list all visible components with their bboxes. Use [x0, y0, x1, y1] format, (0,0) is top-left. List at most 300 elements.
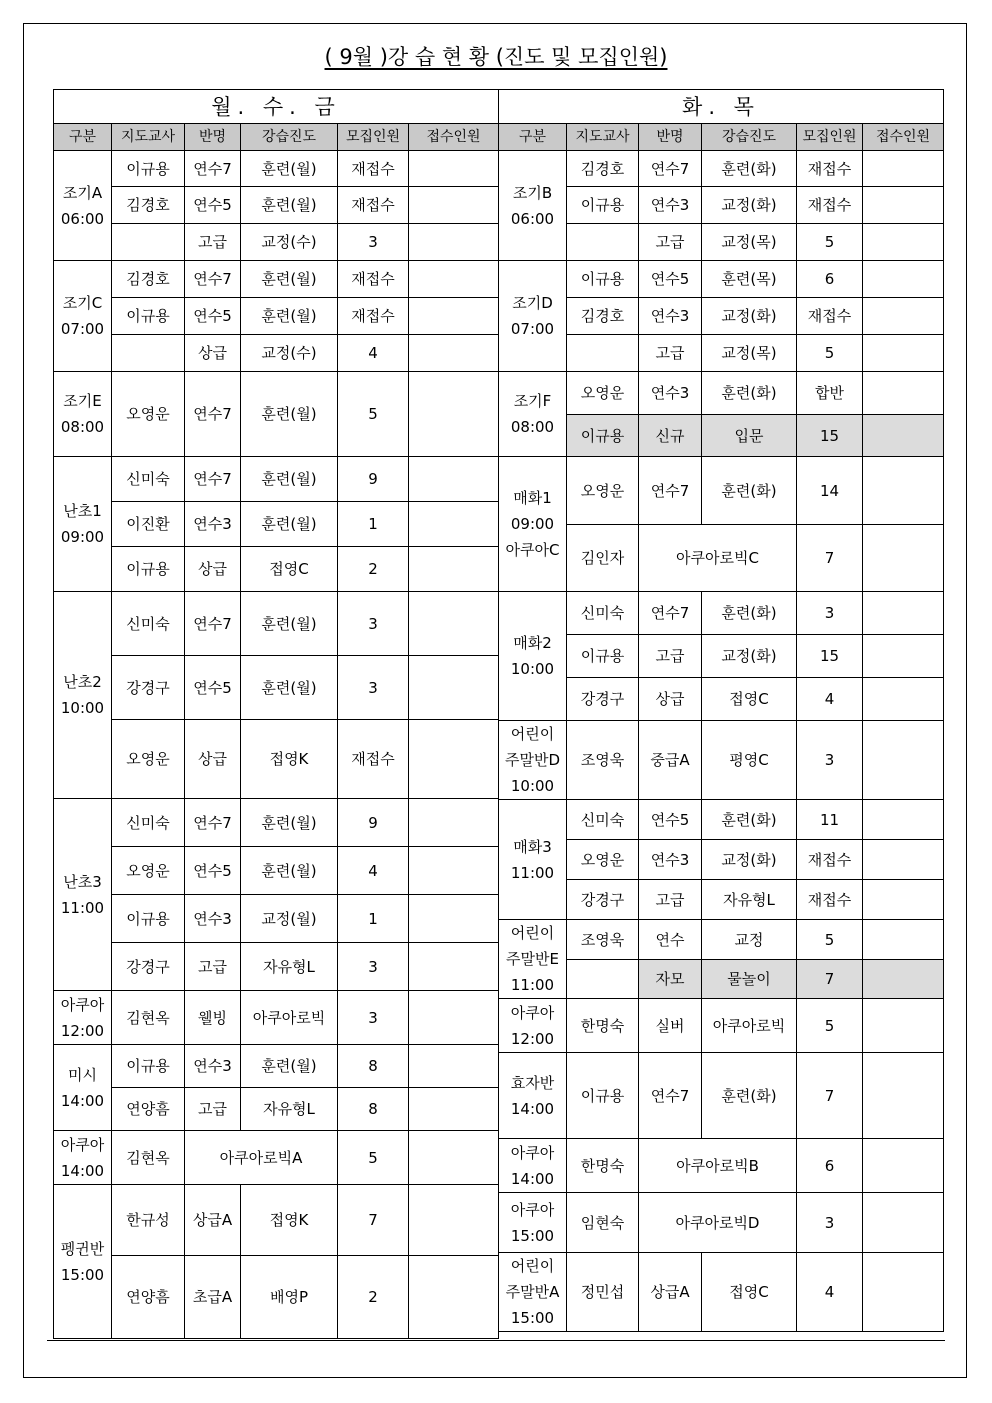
cell-recruit: 3	[797, 721, 863, 800]
day-label: 화. 목	[499, 90, 944, 124]
cell-progress: 물놀이	[702, 960, 797, 999]
cell-progress: 교정(화)	[702, 840, 797, 880]
cell-received	[409, 298, 499, 335]
cell-recruit: 9	[338, 457, 409, 502]
header-class: 반명	[639, 124, 702, 151]
cell-progress: 자유형L	[241, 943, 338, 991]
cell-class: 연수5	[185, 656, 241, 720]
cell-gubun: 매화3 11:00	[499, 800, 567, 920]
cell-gubun: 매화2 10:00	[499, 592, 567, 721]
table-row	[54, 656, 499, 720]
cell-class: 연수3	[639, 372, 702, 415]
table-row	[499, 1053, 944, 1139]
table-row	[54, 720, 499, 799]
cell-recruit: 재접수	[797, 298, 863, 335]
cell-teacher: 강경구	[112, 656, 185, 720]
cell-progress: 접영C	[702, 1253, 797, 1332]
cell-teacher: 한명숙	[567, 999, 639, 1053]
title-text: ( 9월 )강 습 현 황 (진도 및 모집인원)	[324, 45, 668, 69]
cell-teacher	[567, 335, 639, 372]
cell-class: 연수5	[185, 847, 241, 895]
table-row	[499, 457, 944, 525]
cell-teacher: 임현숙	[567, 1193, 639, 1253]
cell-teacher: 정민섭	[567, 1253, 639, 1332]
cell-class: 상급A	[639, 1253, 702, 1332]
table-row	[499, 1139, 944, 1193]
cell-teacher: 신미숙	[112, 457, 185, 502]
cell-class: 연수3	[639, 840, 702, 880]
cell-teacher: 김경호	[112, 187, 185, 224]
cell-gubun: 난초1 09:00	[54, 457, 112, 592]
table-row	[54, 151, 499, 187]
cell-class: 연수3	[639, 187, 702, 224]
cell-recruit: 재접수	[338, 298, 409, 335]
cell-recruit: 5	[338, 1131, 409, 1185]
cell-teacher: 이규용	[112, 547, 185, 592]
cell-teacher	[567, 224, 639, 261]
schedule-body-left	[54, 90, 499, 1339]
cell-received	[409, 1131, 499, 1185]
cell-recruit: 14	[797, 457, 863, 525]
cell-teacher: 오영운	[567, 372, 639, 415]
cell-class: 중급A	[639, 721, 702, 800]
cell-recruit: 5	[797, 920, 863, 960]
cell-teacher: 김인자	[567, 525, 639, 592]
cell-class: 상급	[639, 678, 702, 721]
cell-teacher: 이규용	[112, 151, 185, 187]
cell-teacher: 신미숙	[567, 800, 639, 840]
cell-class: 고급	[639, 635, 702, 678]
column-header-row	[54, 124, 499, 151]
cell-gubun: 난초2 10:00	[54, 592, 112, 799]
cell-progress: 훈련(화)	[702, 372, 797, 415]
cell-received	[409, 943, 499, 991]
cell-class: 고급	[185, 1088, 241, 1131]
cell-progress: 훈련(월)	[241, 847, 338, 895]
cell-progress: 교정(목)	[702, 335, 797, 372]
cell-merged: 아쿠아로빅B	[639, 1139, 797, 1193]
cell-progress: 훈련(월)	[241, 592, 338, 656]
cell-recruit: 11	[797, 800, 863, 840]
cell-progress: 아쿠아로빅	[702, 999, 797, 1053]
schedule-table-tue-thu	[498, 89, 944, 1332]
table-row	[54, 895, 499, 943]
page-title	[0, 42, 992, 72]
cell-class: 상급	[185, 335, 241, 372]
cell-class: 연수5	[185, 298, 241, 335]
cell-received	[863, 920, 944, 960]
cell-teacher	[567, 960, 639, 999]
cell-recruit: 재접수	[797, 187, 863, 224]
cell-teacher: 오영운	[112, 372, 185, 457]
bottom-rule	[47, 1340, 945, 1341]
cell-teacher: 김경호	[112, 261, 185, 298]
table-row	[54, 991, 499, 1045]
cell-teacher: 이규용	[112, 298, 185, 335]
cell-class: 연수3	[185, 502, 241, 547]
header-progress: 강습진도	[702, 124, 797, 151]
cell-teacher: 오영운	[112, 720, 185, 799]
cell-teacher: 이규용	[112, 895, 185, 943]
cell-received	[409, 457, 499, 502]
cell-received	[409, 895, 499, 943]
cell-received	[863, 592, 944, 635]
header-received: 접수인원	[863, 124, 944, 151]
cell-received	[863, 261, 944, 298]
cell-class: 상급	[185, 547, 241, 592]
cell-recruit: 재접수	[797, 840, 863, 880]
cell-recruit: 3	[338, 943, 409, 991]
table-row	[54, 261, 499, 298]
cell-received	[409, 151, 499, 187]
cell-class: 연수	[639, 920, 702, 960]
cell-class: 상급	[185, 720, 241, 799]
cell-teacher: 강경구	[567, 678, 639, 721]
cell-gubun: 조기B 06:00	[499, 151, 567, 261]
cell-teacher: 오영운	[567, 840, 639, 880]
cell-received	[863, 840, 944, 880]
cell-recruit: 5	[797, 335, 863, 372]
cell-received	[863, 800, 944, 840]
cell-recruit: 6	[797, 261, 863, 298]
cell-received	[409, 261, 499, 298]
cell-received	[863, 335, 944, 372]
cell-received	[409, 1045, 499, 1088]
cell-progress: 훈련(화)	[702, 1053, 797, 1139]
table-row	[499, 151, 944, 187]
cell-progress: 훈련(월)	[241, 372, 338, 457]
cell-gubun: 미시 14:00	[54, 1045, 112, 1131]
cell-class: 연수7	[639, 151, 702, 187]
cell-gubun: 아쿠아 12:00	[499, 999, 567, 1053]
header-teacher: 지도교사	[567, 124, 639, 151]
cell-progress: 훈련(화)	[702, 800, 797, 840]
cell-progress: 훈련(화)	[702, 457, 797, 525]
cell-class: 연수7	[639, 592, 702, 635]
cell-teacher: 김현옥	[112, 991, 185, 1045]
table-row	[54, 502, 499, 547]
cell-class: 연수7	[185, 261, 241, 298]
cell-received	[409, 991, 499, 1045]
cell-teacher: 김경호	[567, 298, 639, 335]
cell-class: 연수3	[185, 1045, 241, 1088]
cell-recruit: 재접수	[797, 151, 863, 187]
header-recruit: 모집인원	[338, 124, 409, 151]
cell-received	[409, 372, 499, 457]
cell-teacher: 이규용	[567, 261, 639, 298]
cell-recruit: 재접수	[338, 720, 409, 799]
cell-recruit: 4	[338, 847, 409, 895]
cell-received	[863, 457, 944, 525]
cell-progress: 훈련(목)	[702, 261, 797, 298]
table-row	[54, 799, 499, 847]
cell-recruit: 5	[797, 999, 863, 1053]
cell-teacher: 조영욱	[567, 920, 639, 960]
cell-progress: 교정(목)	[702, 224, 797, 261]
cell-recruit: 7	[338, 1185, 409, 1256]
header-recruit: 모집인원	[797, 124, 863, 151]
cell-progress: 교정(화)	[702, 187, 797, 224]
cell-received	[409, 1088, 499, 1131]
cell-progress: 교정(화)	[702, 298, 797, 335]
cell-class: 신규	[639, 415, 702, 457]
cell-class: 연수7	[185, 457, 241, 502]
cell-received	[863, 678, 944, 721]
cell-progress: 교정(수)	[241, 224, 338, 261]
cell-recruit: 15	[797, 635, 863, 678]
cell-progress: 입문	[702, 415, 797, 457]
table-row	[54, 224, 499, 261]
cell-progress: 훈련(월)	[241, 298, 338, 335]
table-row	[54, 298, 499, 335]
cell-class: 연수7	[639, 1053, 702, 1139]
table-row	[499, 1253, 944, 1332]
table-row	[54, 547, 499, 592]
cell-progress: 훈련(화)	[702, 151, 797, 187]
cell-received	[409, 720, 499, 799]
cell-received	[409, 799, 499, 847]
cell-teacher: 이규용	[567, 1053, 639, 1139]
cell-recruit: 6	[797, 1139, 863, 1193]
cell-received	[409, 592, 499, 656]
cell-recruit: 15	[797, 415, 863, 457]
cell-teacher: 김현옥	[112, 1131, 185, 1185]
schedule-body-right	[499, 90, 944, 1332]
cell-teacher: 신미숙	[112, 799, 185, 847]
cell-received	[863, 1193, 944, 1253]
cell-teacher: 한규성	[112, 1185, 185, 1256]
cell-class: 연수7	[639, 457, 702, 525]
cell-class: 연수7	[185, 151, 241, 187]
cell-progress: 훈련(월)	[241, 656, 338, 720]
cell-recruit: 3	[338, 224, 409, 261]
cell-gubun: 아쿠아 12:00	[54, 991, 112, 1045]
cell-recruit: 4	[797, 1253, 863, 1332]
cell-recruit: 8	[338, 1045, 409, 1088]
cell-recruit: 2	[338, 1256, 409, 1339]
cell-gubun: 조기A 06:00	[54, 151, 112, 261]
cell-received	[409, 1185, 499, 1256]
cell-recruit: 3	[797, 592, 863, 635]
header-progress: 강습진도	[241, 124, 338, 151]
cell-merged: 아쿠아로빅D	[639, 1193, 797, 1253]
cell-progress: 훈련(화)	[702, 592, 797, 635]
cell-received	[409, 187, 499, 224]
cell-progress: 교정(월)	[241, 895, 338, 943]
cell-gubun: 조기F 08:00	[499, 372, 567, 457]
cell-recruit: 4	[797, 678, 863, 721]
table-row	[499, 261, 944, 298]
cell-teacher: 김경호	[567, 151, 639, 187]
cell-progress: 접영C	[702, 678, 797, 721]
cell-class: 고급	[639, 335, 702, 372]
table-row	[54, 847, 499, 895]
cell-teacher: 신미숙	[112, 592, 185, 656]
table-row	[54, 1131, 499, 1185]
table-row	[54, 1045, 499, 1088]
cell-received	[863, 635, 944, 678]
cell-class: 자모	[639, 960, 702, 999]
cell-received	[409, 335, 499, 372]
cell-received	[863, 721, 944, 800]
cell-gubun: 효자반 14:00	[499, 1053, 567, 1139]
cell-received	[409, 547, 499, 592]
cell-teacher: 이규용	[112, 1045, 185, 1088]
header-teacher: 지도교사	[112, 124, 185, 151]
cell-recruit: 1	[338, 502, 409, 547]
header-received: 접수인원	[409, 124, 499, 151]
header-gubun: 구분	[54, 124, 112, 151]
cell-recruit: 재접수	[797, 880, 863, 920]
cell-class: 고급	[639, 880, 702, 920]
cell-gubun: 어린이 주말반D 10:00	[499, 721, 567, 800]
cell-teacher: 이진환	[112, 502, 185, 547]
cell-gubun: 펭귄반 15:00	[54, 1185, 112, 1339]
cell-recruit: 3	[338, 991, 409, 1045]
cell-received	[863, 880, 944, 920]
cell-class: 고급	[185, 224, 241, 261]
cell-class: 연수3	[639, 298, 702, 335]
cell-recruit: 4	[338, 335, 409, 372]
cell-received	[409, 224, 499, 261]
table-row	[54, 335, 499, 372]
cell-teacher: 오영운	[567, 457, 639, 525]
table-row	[54, 943, 499, 991]
cell-class: 고급	[639, 224, 702, 261]
cell-received	[863, 1139, 944, 1193]
cell-progress: 접영C	[241, 547, 338, 592]
cell-recruit: 재접수	[338, 151, 409, 187]
cell-received	[863, 298, 944, 335]
cell-class: 연수7	[185, 372, 241, 457]
cell-gubun: 아쿠아 14:00	[499, 1139, 567, 1193]
cell-merged: 아쿠아로빅C	[639, 525, 797, 592]
table-row	[499, 920, 944, 960]
cell-received	[409, 847, 499, 895]
column-header-row	[499, 124, 944, 151]
cell-received	[863, 187, 944, 224]
cell-recruit: 1	[338, 895, 409, 943]
header-gubun: 구분	[499, 124, 567, 151]
cell-recruit: 3	[338, 656, 409, 720]
cell-progress: 평영C	[702, 721, 797, 800]
cell-progress: 아쿠아로빅	[241, 991, 338, 1045]
cell-teacher: 이규용	[567, 635, 639, 678]
cell-progress: 훈련(월)	[241, 1045, 338, 1088]
cell-recruit: 재접수	[338, 261, 409, 298]
cell-received	[863, 224, 944, 261]
cell-received	[863, 151, 944, 187]
cell-class: 연수3	[185, 895, 241, 943]
cell-recruit: 합반	[797, 372, 863, 415]
table-row	[54, 1256, 499, 1339]
cell-gubun: 어린이 주말반A 15:00	[499, 1253, 567, 1332]
cell-class: 연수5	[185, 187, 241, 224]
cell-recruit: 7	[797, 960, 863, 999]
cell-progress: 배영P	[241, 1256, 338, 1339]
cell-teacher: 신미숙	[567, 592, 639, 635]
cell-class: 초급A	[185, 1256, 241, 1339]
cell-received	[863, 415, 944, 457]
table-row	[499, 372, 944, 415]
cell-class: 연수7	[185, 799, 241, 847]
cell-recruit: 2	[338, 547, 409, 592]
table-row	[499, 721, 944, 800]
table-row	[499, 1193, 944, 1253]
cell-received	[863, 372, 944, 415]
table-row	[499, 592, 944, 635]
cell-received	[863, 960, 944, 999]
cell-progress: 교정(수)	[241, 335, 338, 372]
cell-class: 고급	[185, 943, 241, 991]
table-row	[54, 372, 499, 457]
cell-teacher: 강경구	[567, 880, 639, 920]
cell-progress: 훈련(월)	[241, 261, 338, 298]
table-row	[499, 800, 944, 840]
header-class: 반명	[185, 124, 241, 151]
cell-merged: 아쿠아로빅A	[185, 1131, 338, 1185]
cell-gubun: 조기C 07:00	[54, 261, 112, 372]
cell-progress: 교정	[702, 920, 797, 960]
cell-gubun: 난초3 11:00	[54, 799, 112, 991]
cell-teacher: 강경구	[112, 943, 185, 991]
cell-teacher	[112, 224, 185, 261]
cell-recruit: 5	[338, 372, 409, 457]
cell-recruit: 9	[338, 799, 409, 847]
cell-progress: 훈련(월)	[241, 799, 338, 847]
table-row	[54, 1088, 499, 1131]
cell-recruit: 재접수	[338, 187, 409, 224]
table-row	[54, 457, 499, 502]
cell-gubun: 매화1 09:00 아쿠아C	[499, 457, 567, 592]
cell-progress: 훈련(월)	[241, 151, 338, 187]
cell-teacher: 오영운	[112, 847, 185, 895]
cell-progress: 훈련(월)	[241, 187, 338, 224]
cell-received	[409, 1256, 499, 1339]
day-label: 월. 수. 금	[54, 90, 499, 124]
table-row	[499, 999, 944, 1053]
cell-teacher: 한명숙	[567, 1139, 639, 1193]
cell-teacher: 조영욱	[567, 721, 639, 800]
cell-progress: 교정(화)	[702, 635, 797, 678]
cell-teacher: 연양흠	[112, 1256, 185, 1339]
cell-received	[863, 525, 944, 592]
cell-received	[409, 502, 499, 547]
cell-class: 실버	[639, 999, 702, 1053]
cell-recruit: 3	[338, 592, 409, 656]
cell-received	[409, 656, 499, 720]
cell-progress: 접영K	[241, 720, 338, 799]
table-row	[54, 592, 499, 656]
cell-teacher: 이규용	[567, 415, 639, 457]
cell-class: 웰빙	[185, 991, 241, 1045]
cell-class: 연수5	[639, 800, 702, 840]
cell-teacher	[112, 335, 185, 372]
cell-gubun: 아쿠아 15:00	[499, 1193, 567, 1253]
cell-recruit: 3	[797, 1193, 863, 1253]
cell-recruit: 5	[797, 224, 863, 261]
cell-progress: 자유형L	[241, 1088, 338, 1131]
cell-gubun: 어린이 주말반E 11:00	[499, 920, 567, 999]
cell-received	[863, 1253, 944, 1332]
cell-received	[863, 1053, 944, 1139]
table-row	[54, 1185, 499, 1256]
cell-progress: 자유형L	[702, 880, 797, 920]
cell-recruit: 7	[797, 1053, 863, 1139]
cell-class: 연수7	[185, 592, 241, 656]
cell-teacher: 연양흠	[112, 1088, 185, 1131]
cell-gubun: 아쿠아 14:00	[54, 1131, 112, 1185]
